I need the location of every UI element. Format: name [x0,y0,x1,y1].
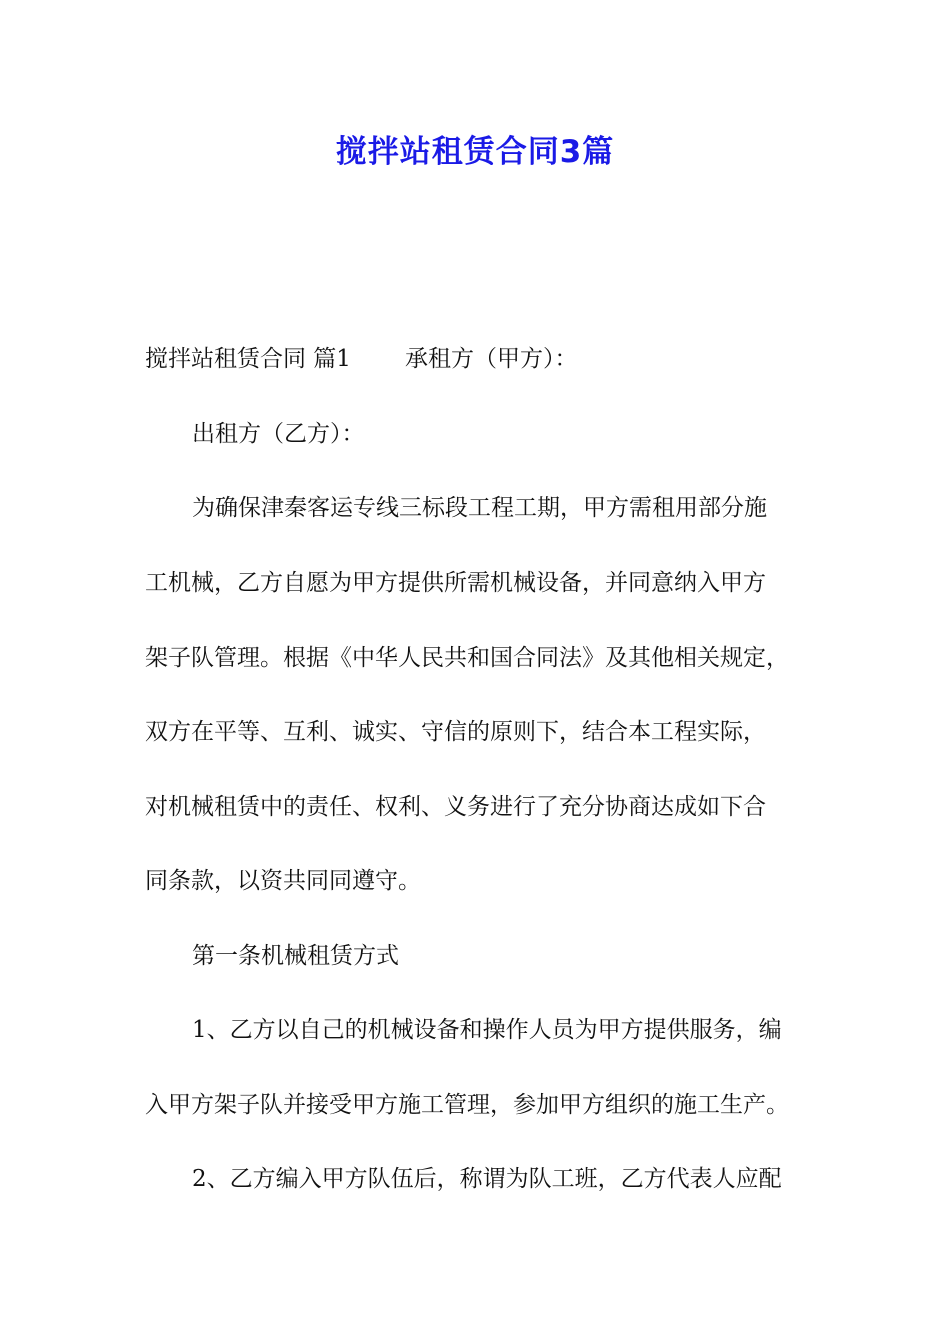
article-heading: 第一条机械租赁方式 [192,943,399,969]
lessor-label: 出租方（乙方）： [192,421,365,447]
body-text-line: 为确保津秦客运专线三标段工程工期，甲方需租用部分施 [192,495,767,521]
body-text-line: 对机械租赁中的责任、权利、义务进行了充分协商达成如下合 [145,794,766,820]
body-text-line: 入甲方架子队并接受甲方施工管理，参加甲方组织的施工生产。 [145,1092,789,1118]
body-text-line: 2、乙方编入甲方队伍后，称谓为队工班，乙方代表人应配 [192,1166,782,1192]
body-text-line: 架子队管理。根据《中华人民共和国合同法》及其他相关规定， [145,645,789,671]
body-text-line: 工机械，乙方自愿为甲方提供所需机械设备，并同意纳入甲方 [145,570,766,596]
document-title: 搅拌站租赁合同3篇 [335,134,615,170]
body-text-line: 双方在平等、互利、诚实、守信的原则下，结合本工程实际， [145,719,766,745]
lessee-label: 承租方（甲方）： [404,346,578,372]
body-text-line: 1、乙方以自己的机械设备和操作人员为甲方提供服务，编 [192,1017,782,1043]
section-heading: 搅拌站租赁合同 篇1 [145,346,351,372]
body-text-line: 同条款，以资共同同遵守。 [145,868,421,894]
section-heading-line [145,341,845,377]
